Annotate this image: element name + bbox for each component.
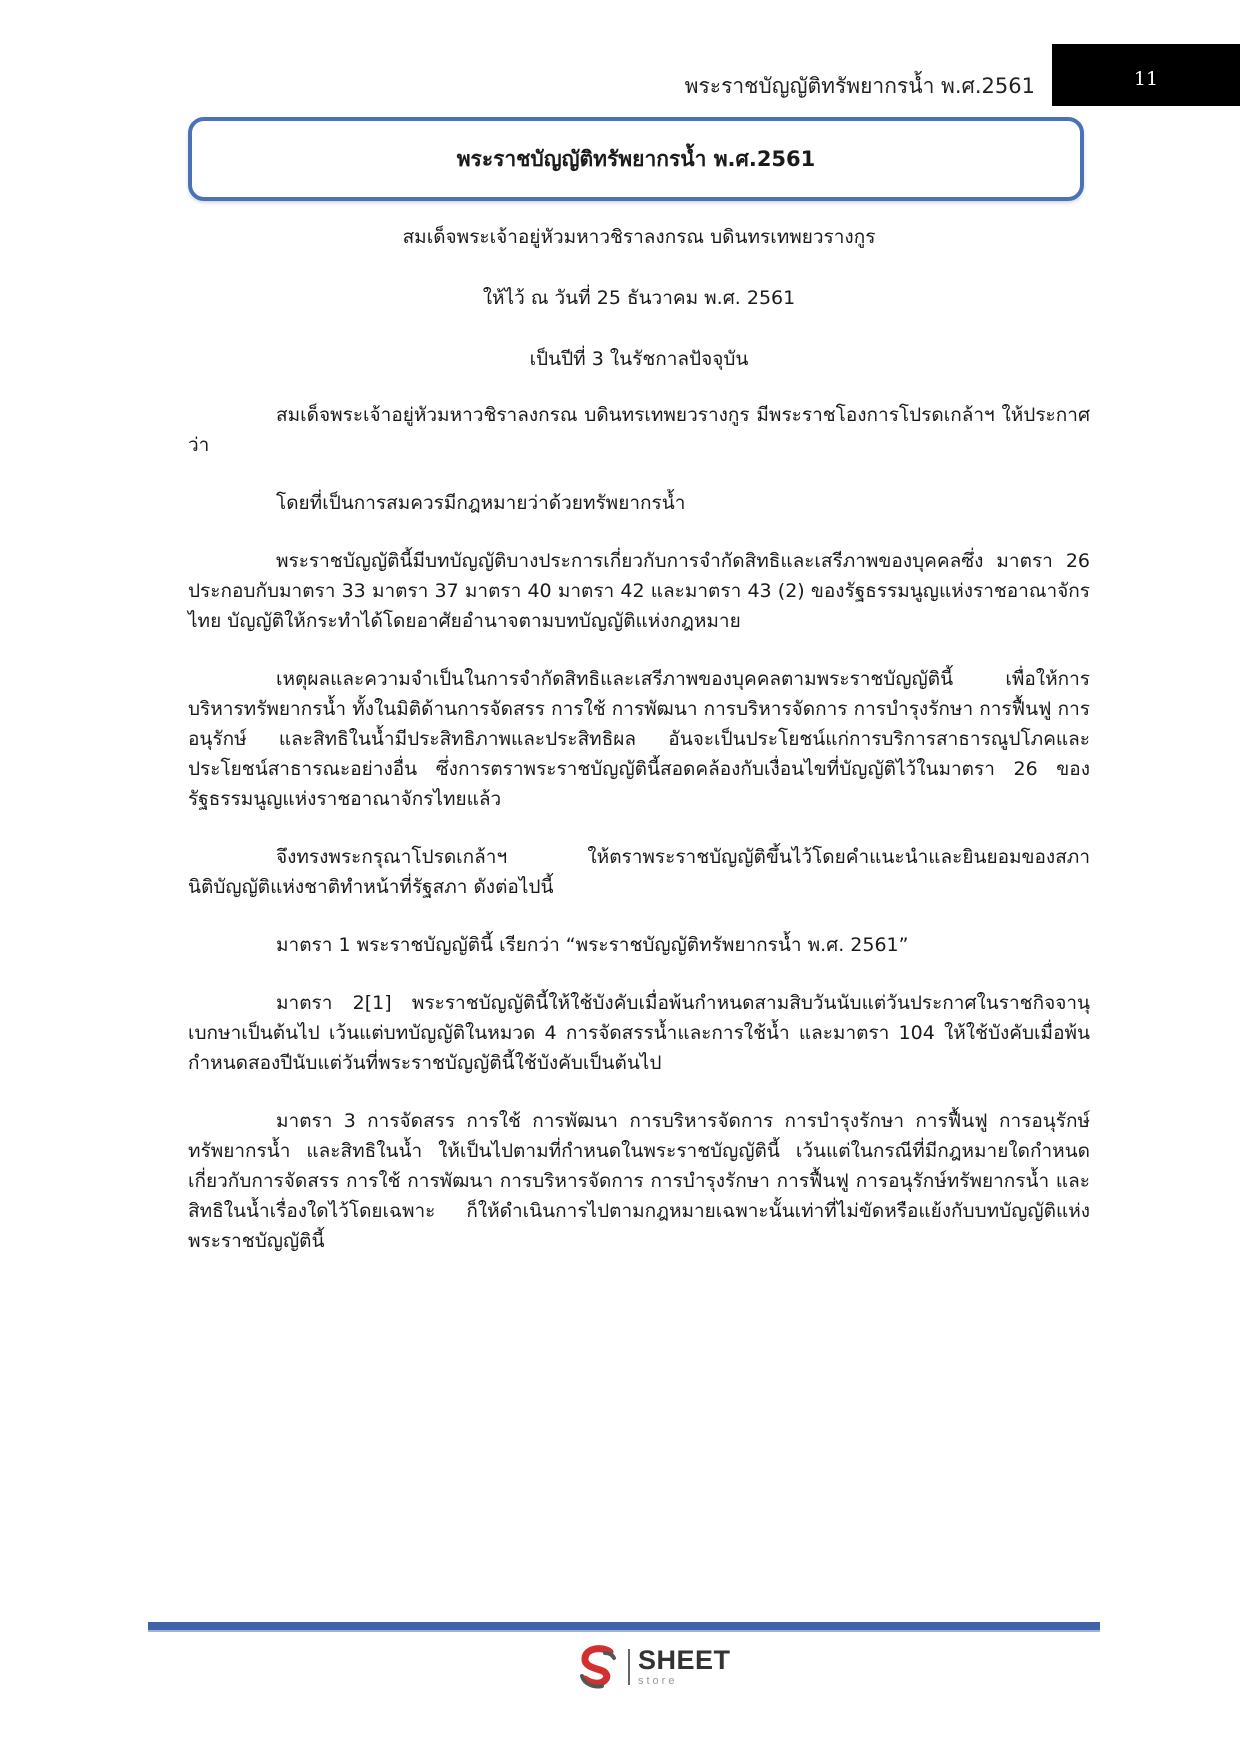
paragraph-rights-limitation: พระราชบัญญัตินี้มีบทบัญญัติบางประการเกี่ยวกับการจำกัดสิทธิและเสรีภาพของบุคคลซึ่ง มาตรา 26 ประกอบกับมาตรา 33 มาตรา 37 มาตรา 40 มาตรา 42 และมาตรา 43 (2) ของรัฐธรรมนูญแห่งราชอาณาจักรไทย บัญญัติให้กระทำได้โดยอาศัยอำนาจตามบทบัญญัติแห่งกฎหมาย [188, 550, 1090, 632]
title-box [188, 117, 1084, 201]
paragraph-enactment: จึงทรงพระกรุณาโปรดเกล้าฯ ให้ตราพระราชบัญญัติขึ้นไว้โดยคำแนะนำและยินยอมของสภานิติบัญญัติแห่งชาติทำหน้าที่รัฐสภา ดังต่อไปนี้ [188, 846, 1090, 898]
logo-main-text: SHEET [638, 1645, 731, 1675]
logo-wordmark [638, 1647, 731, 1687]
section-3: มาตรา 3 การจัดสรร การใช้ การพัฒนา การบริหารจัดการ การบำรุงรักษา การฟื้นฟู การอนุรักษ์ทรัพยากรน้ำ และสิทธิในน้ำ ให้เป็นไปตามที่กำหนดในพระราชบัญญัตินี้ เว้นแต่ในกรณีที่มีกฎหมายใดกำหนดเกี่ยวกับการจัดสรร การใช้ การพัฒนา การบริหารจัดการ การบำรุงรักษา การฟื้นฟู การอนุรักษ์ทรัพยากรน้ำ และสิทธิในน้ำเรื่องใดไว้โดยเฉพาะ ก็ให้ดำเนินการไปตามกฎหมายเฉพาะนั้นเท่าที่ไม่ขัดหรือแย้งกับบทบัญญัติแห่งพระราชบัญญัตินี้ [188, 1110, 1090, 1252]
paragraph-proclamation: สมเด็จพระเจ้าอยู่หัวมหาวชิราลงกรณ บดินทรเทพยวรางกูร มีพระราชโองการโปรดเกล้าฯ ให้ประกาศว่า [188, 404, 1090, 456]
page-number-box [1052, 44, 1240, 106]
section-2: มาตรา 2[1] พระราชบัญญัตินี้ให้ใช้บังคับเมื่อพ้นกำหนดสามสิบวันนับแต่วันประกาศในราชกิจจานุเบกษาเป็นต้นไป เว้นแต่บทบัญญัติในหมวด 4 การจัดสรรน้ำและการใช้น้ำ และมาตรา 104 ให้ใช้บังคับเมื่อพ้นกำหนดสองปีนับแต่วันที่พระราชบัญญัตินี้ใช้บังคับเป็นต้นไป [188, 992, 1090, 1074]
section-1: มาตรา 1 พระราชบัญญัตินี้ เรียกว่า “พระราชบัญญัติทรัพยากรน้ำ พ.ศ. 2561” [276, 934, 909, 956]
document-body [188, 222, 1090, 1284]
preamble-line-3: เป็นปีที่ 3 ในรัชกาลปัจจุบัน [529, 348, 749, 370]
sheet-store-logo [576, 1644, 731, 1690]
paragraph-reason: โดยที่เป็นการสมควรมีกฎหมายว่าด้วยทรัพยากรน้ำ [276, 492, 686, 514]
preamble-line-2: ให้ไว้ ณ วันที่ 25 ธันวาคม พ.ศ. 2561 [482, 287, 796, 309]
page-number: 11 [1133, 68, 1159, 90]
running-title: พระราชบัญญัติทรัพยากรน้ำ พ.ศ.2561 [684, 74, 1035, 98]
preamble-line-1: สมเด็จพระเจ้าอยู่หัวมหาวชิราลงกรณ บดินทรเทพยวรางกูร [402, 226, 876, 248]
logo-sub-text: store [638, 1675, 678, 1687]
footer-divider [148, 1622, 1100, 1630]
paragraph-necessity: เหตุผลและความจำเป็นในการจำกัดสิทธิและเสรีภาพของบุคคลตามพระราชบัญญัตินี้ เพื่อให้การบริหารทรัพยากรน้ำ ทั้งในมิติด้านการจัดสรร การใช้ การพัฒนา การบริหารจัดการ การบำรุงรักษา การฟื้นฟู การอนุรักษ์ และสิทธิในน้ำมีประสิทธิภาพและประสิทธิผล อันจะเป็นประโยชน์แก่การบริการสาธารณูปโภคและประโยชน์สาธารณะอย่างอื่น ซึ่งการตราพระราชบัญญัตินี้สอดคล้องกับเงื่อนไขที่บัญญัติไว้ในมาตรา 26 ของรัฐธรรมนูญแห่งราชอาณาจักรไทยแล้ว [188, 668, 1090, 810]
logo-divider [628, 1649, 630, 1685]
sheet-store-logo-icon [576, 1644, 620, 1690]
document-title: พระราชบัญญัติทรัพยากรน้ำ พ.ศ.2561 [456, 146, 816, 171]
